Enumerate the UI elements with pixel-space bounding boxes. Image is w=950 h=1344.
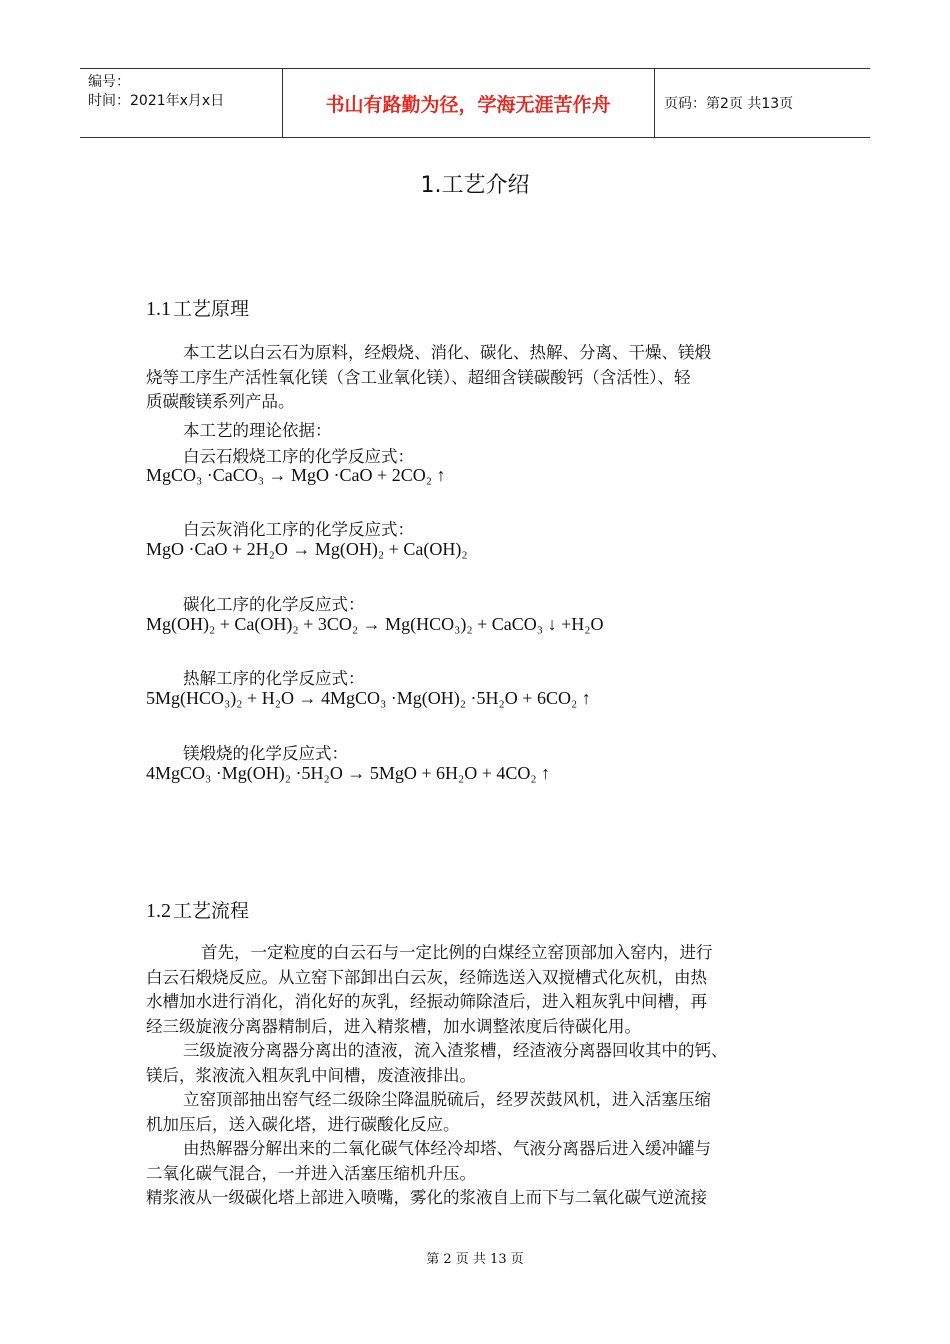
basis-text: 本工艺的理论依据： [183, 421, 332, 440]
section-number: 1.1 [146, 298, 171, 320]
header-page-info: 页码：第2页 共13页 [664, 96, 794, 112]
text-line: 由热解器分解出来的二氧化碳气体经冷却塔、气液分离器后进入缓冲罐与 [183, 1139, 711, 1158]
code-label: 编号： [88, 74, 130, 90]
intro-paragraph [146, 341, 808, 415]
process-paragraph [146, 941, 808, 1211]
text-line: 本工艺以白云石为原料，经煅烧、消化、碳化、热解、分离、干燥、镁煅 [183, 343, 711, 362]
reaction-equation: MgCO₃ ·CaCO₃ → MgO ·CaO + 2CO₂ ↑ [146, 465, 446, 485]
reaction-label: 镁煅烧的化学反应式： [183, 744, 348, 763]
reaction-equation: Mg(OH)₂ + Ca(OH)₂ + 3CO₂ → Mg(HCO₃)₂ + CaCO₃ ↓ +H₂O [146, 614, 604, 634]
text-line: 烧等工序生产活性氧化镁（含工业氧化镁）、超细含镁碳酸钙（含活性）、轻 [146, 367, 691, 387]
header-motto: 书山有路勤为径，学海无涯苦作舟 [325, 93, 611, 116]
reaction-equation: 5Mg(HCO₃)₂ + H₂O → 4MgCO₃ ·Mg(OH)₂ ·5H₂O + 6CO₂ ↑ [146, 688, 591, 708]
reaction-label: 白云灰消化工序的化学反应式： [183, 520, 414, 539]
text-line: 经三级旋液分离器精制后，进入精浆槽，加水调整浓度后待碳化用。 [146, 1016, 641, 1036]
text-line: 白云石煅烧反应。从立窑下部卸出白云灰，经筛选送入双搅槽式化灰机，由热 [146, 967, 707, 987]
header-meta [88, 73, 278, 111]
page-title: 1.工艺介绍 [420, 173, 530, 198]
reaction-label: 碳化工序的化学反应式： [183, 595, 365, 614]
reaction-label: 热解工序的化学反应式： [183, 669, 365, 688]
text-line: 镁后，浆液流入粗灰乳中间槽，废渣液排出。 [146, 1065, 476, 1085]
section-title: 工艺流程 [173, 900, 250, 922]
date-line: 时间：2021年x月x日 [88, 93, 225, 109]
reaction-equation: MgO ·CaO + 2H₂O → Mg(OH)₂ + Ca(OH)₂ [146, 539, 468, 559]
section-title: 工艺原理 [173, 298, 250, 320]
text-line: 首先，一定粒度的白云石与一定比例的白煤经立窑顶部加入窑内，进行 [201, 943, 713, 962]
header-divider [654, 69, 655, 137]
section-heading [146, 294, 249, 321]
reaction-equation: 4MgCO₃ ·Mg(OH)₂ ·5H₂O → 5MgO + 6H₂O + 4CO₂ ↑ [146, 763, 551, 783]
text-line: 三级旋液分离器分离出的渣液，流入渣浆槽，经渣液分离器回收其中的钙、 [183, 1041, 728, 1060]
text-line: 机加压后，送入碳化塔，进行碳酸化反应。 [146, 1114, 460, 1134]
text-line: 水槽加水进行消化，消化好的灰乳，经振动筛除渣后，进入粗灰乳中间槽，再 [146, 992, 707, 1011]
text-line: 立窑顶部抽出窑气经二级除尘降温脱硫后，经罗茨鼓风机，进入活塞压缩 [183, 1090, 711, 1109]
reaction-label: 白云石煅烧工序的化学反应式： [183, 447, 414, 466]
text-line: 质碳酸镁系列产品。 [146, 392, 295, 411]
section-heading [146, 896, 249, 923]
text-line: 精浆液从一级碳化塔上部进入喷嘴，雾化的浆液自上而下与二氧化碳气逆流接 [146, 1188, 707, 1207]
page-header [80, 68, 870, 138]
section-number: 1.2 [146, 900, 171, 922]
page-footer: 第 2 页 共 13 页 [426, 1252, 524, 1267]
text-line: 二氧化碳气混合，一并进入活塞压缩机升压。 [146, 1163, 476, 1183]
